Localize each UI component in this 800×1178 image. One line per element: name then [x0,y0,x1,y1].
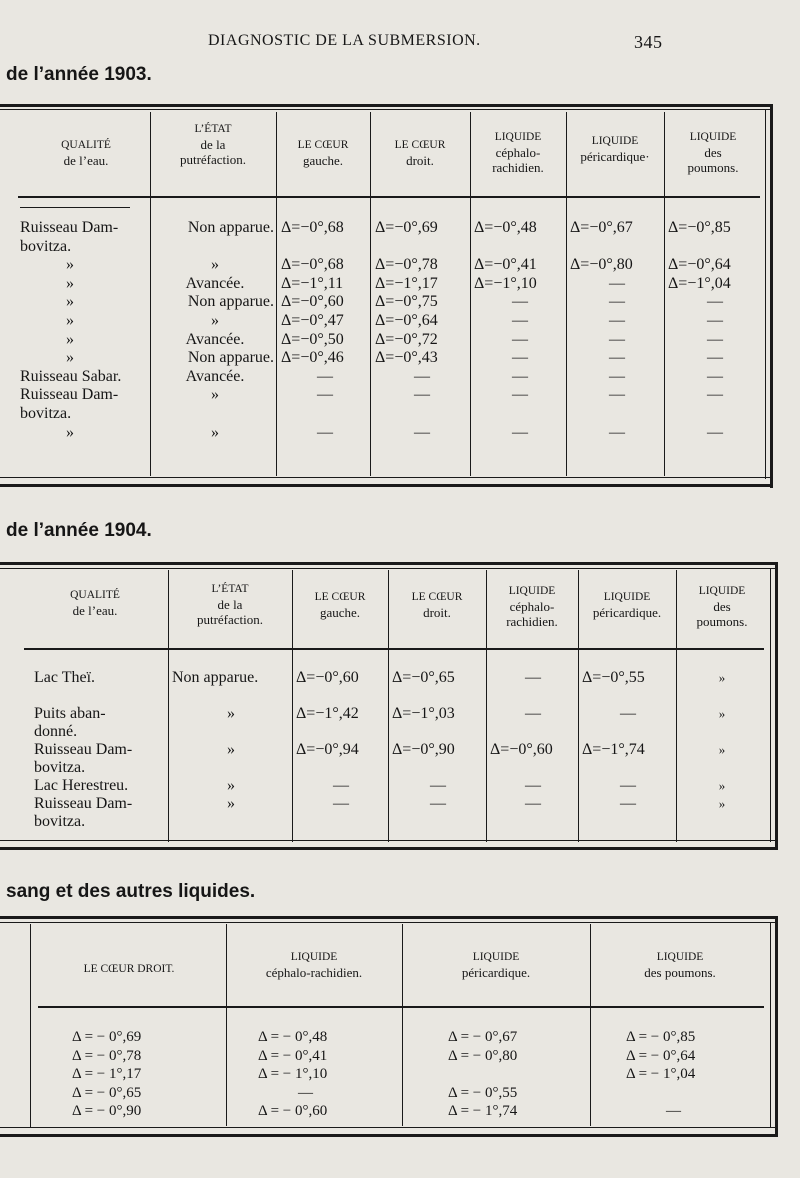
table-cell: Δ=−1°,74 [582,741,645,758]
col-sep [664,112,665,476]
table-cell: Δ=−0°,41 [474,256,537,274]
table-cell: » [66,423,74,441]
table-cell: — [525,669,541,686]
table-cell: — [609,293,625,311]
table-cell: Avancée. [185,367,245,385]
table-cell: Ruisseau Dam- [34,741,133,758]
table-cell: Δ = − 0°,55 [448,1084,518,1101]
table-cell: » [718,742,726,757]
table-cell: Δ = − 1°,04 [626,1066,696,1082]
table-cell: bovitza. [20,405,72,422]
col-header-poumons: LIQUIDE des poumons. [696,585,748,629]
table-cell: — [609,349,625,367]
table-cell: » [66,256,74,274]
table-cell: — [525,777,541,794]
table-right-border-inner [770,568,771,842]
table-cell: — [298,1084,313,1101]
header-rule [38,1006,764,1008]
table-cell: — [525,705,541,722]
table-right-border-inner [765,109,766,479]
table-cell: — [512,367,528,385]
table-cell: Non apparue. [172,669,259,686]
table-cell: — [609,274,625,292]
table-cell: Δ=−0°,64 [668,256,731,274]
table-cell: — [333,777,349,794]
table-cell: — [512,423,528,441]
table-bottom-rule-inner [0,1127,778,1128]
col-header-pericardique: LIQUIDE péricardique. [461,951,531,980]
table-cell: Δ=−0°,90 [392,741,455,758]
table-bottom-rule [0,1134,778,1137]
col-sep [578,570,579,842]
header-rule [18,196,760,198]
table-cell: Δ=−0°,60 [490,741,553,758]
table-cell: Δ=−1°,03 [392,705,455,722]
table-cell: — [707,330,723,348]
table-cell: Δ = − 0°,67 [448,1029,518,1045]
table-cell: — [620,777,636,794]
table-cell: Δ = − 1°,10 [258,1066,328,1082]
table-right-border-inner [770,922,771,1128]
col-sep [388,570,389,842]
table-cell: Δ=−0°,68 [281,219,344,236]
table-cell: Δ = − 0°,90 [72,1103,142,1119]
col-sep [370,112,371,476]
col-header-pericardique: LIQUIDE péricardique. [592,591,662,620]
col-header-qualite: QUALITÉ de l’eau. [70,589,120,618]
table-cell: Avancée. [185,330,245,348]
table-cell: — [430,795,446,812]
col-sep [486,570,487,842]
table-cell: donné. [34,723,78,740]
col-header-cephalo: LIQUIDE céphalo- rachidien. [492,131,544,175]
table-top-rule-inner [0,922,778,923]
table-cell: Δ = − 0°,60 [258,1103,328,1119]
table-right-border [775,916,778,1137]
table-bottom-rule [0,847,778,850]
page-number: 345 [634,32,663,52]
col-header-coeur-droit: LE CŒUR droit. [394,139,446,168]
table-cell: — [512,330,528,348]
table-cell: Δ=−1°,04 [668,274,731,292]
table-cell: — [333,795,349,812]
table-cell: » [227,777,235,794]
table-cell: — [414,423,430,441]
table-cell: Ruisseau Dam- [20,386,119,404]
table-cell: Δ=−0°,69 [375,219,438,236]
table-cell: Ruisseau Sabar. [20,367,122,385]
table-cell: bovitza. [34,813,86,830]
col-header-coeur-gauche: LE CŒUR gauche. [314,591,366,620]
table-cell: » [211,386,219,404]
table-cell: — [609,386,625,404]
col-header-etat: L’ÉTAT de la putréfaction. [196,583,264,627]
table-cell: Δ = − 0°,41 [258,1047,328,1064]
table-cell: » [227,795,235,812]
table-cell: Δ = − 0°,64 [626,1047,696,1064]
table-cell: — [609,367,625,385]
table-cell: — [414,386,430,404]
table-cell: Δ=−0°,48 [474,219,537,236]
section-heading-sang: sang et des autres liquides. [6,881,256,902]
table-cell: — [609,330,625,348]
table-cell: — [430,777,446,794]
table-cell: Avancée. [185,274,245,292]
table-cell: » [66,349,74,367]
table-cell: — [414,367,430,385]
table-cell: Δ = − 0°,65 [72,1084,142,1101]
col-sep [566,112,567,476]
table-bottom-rule-inner [0,477,773,478]
table-cell: Δ=−0°,50 [281,330,344,348]
table-left-border [30,924,31,1128]
table-cell: — [620,795,636,812]
table-cell: » [211,423,219,441]
col-sep [470,112,471,476]
table-cell: bovitza. [20,237,72,255]
col-header-cephalo: LIQUIDE céphalo- rachidien. [506,585,558,629]
table-cell: Non apparue. [187,293,274,311]
table-cell: Δ=−0°,46 [281,349,344,367]
table-cell: bovitza. [34,759,86,776]
col-sep [168,570,169,842]
table-cell: Ruisseau Dam- [20,219,119,236]
table-cell: Δ=−0°,47 [281,312,344,329]
table-cell: » [227,741,235,758]
table-cell: Δ=−0°,60 [296,669,359,686]
table-cell: Non apparue. [187,349,274,367]
section-heading-1904: de l’année 1904. [6,520,152,541]
col-header-coeur-droit: LE CŒUR droit. [411,591,463,620]
table-cell: — [317,423,333,441]
table-cell: — [317,367,333,385]
col-header-poumons: LIQUIDE des poumons. [687,131,739,175]
col-header-qualite: QUALITÉ de l’eau. [61,139,111,168]
table-cell: Δ=−0°,64 [375,312,438,329]
table-cell: Δ=−0°,85 [668,219,731,236]
table-cell: » [66,330,74,348]
table-cell: Δ=−0°,75 [375,293,438,311]
table-cell: Δ=−0°,67 [570,219,633,236]
running-header-title: DIAGNOSTIC DE LA SUBMERSION. [208,32,481,49]
table-cell: Non apparue. [187,219,274,236]
table-cell: — [707,367,723,385]
table-cell: » [718,706,726,721]
table-cell: — [707,293,723,311]
table-right-border [775,562,778,850]
table-cell: — [707,349,723,367]
table-cell: » [227,705,235,722]
table-cell: Δ=−0°,78 [375,256,438,274]
table-top-rule-inner [0,109,773,110]
table-cell: Lac Herestreu. [34,777,129,794]
col-sep [676,570,677,842]
table-cell: Δ = − 0°,69 [72,1029,142,1045]
table-top-rule [0,916,778,919]
col-header-coeur-droit: LE CŒUR DROIT. [83,963,175,975]
table-cell: — [512,293,528,311]
table-cell: Δ=−1°,10 [474,274,537,292]
table-cell: Δ = − 1°,17 [72,1066,142,1082]
col-sep [292,570,293,842]
table-bottom-rule [0,484,773,487]
table-cell: Δ = − 0°,80 [448,1047,518,1064]
table-cell: Δ=−0°,72 [375,330,438,348]
table-cell: » [66,312,74,329]
table-cell: — [609,312,625,329]
table-cell: — [707,423,723,441]
table-cell: Δ=−1°,42 [296,705,359,722]
table-bottom-rule-inner [0,840,778,841]
header-rule [24,648,764,650]
table-cell: — [512,312,528,329]
table-cell: » [718,796,726,811]
table-cell: Δ=−1°,11 [281,274,344,292]
table-cell: Δ=−0°,43 [375,349,438,367]
table-right-border [770,104,773,488]
table-cell: Δ=−0°,55 [582,669,645,686]
table-top-rule [0,562,778,565]
table-cell: — [317,386,333,404]
table-cell: » [718,778,726,793]
table-cell: Ruisseau Dam- [34,795,133,812]
rule [20,207,130,208]
table-cell: Puits aban- [34,705,106,722]
table-cell: — [620,705,636,722]
col-sep [226,924,227,1126]
col-header-poumons: LIQUIDE des poumons. [644,951,716,980]
col-sep [402,924,403,1126]
col-sep [276,112,277,476]
col-sep [590,924,591,1126]
table-top-rule-inner [0,568,778,569]
table-cell: Δ=−0°,94 [296,741,359,758]
col-header-pericardique: LIQUIDE péricardique· [580,135,650,164]
col-header-etat: L’ÉTAT de la putréfaction. [179,123,247,167]
table-cell: » [211,256,219,274]
table-cell: Lac Theï. [34,669,96,686]
table-cell: Δ=−0°,65 [392,669,455,686]
table-cell: — [707,312,723,329]
table-cell: » [718,670,726,685]
table-cell: Δ = − 1°,74 [448,1103,518,1119]
table-cell: Δ=−1°,17 [375,274,438,292]
table-cell: » [66,293,74,311]
table-top-rule [0,104,773,107]
table-cell: Δ = − 0°,48 [258,1029,328,1045]
col-header-coeur-gauche: LE CŒUR gauche. [297,139,349,168]
table-cell: » [66,274,74,292]
section-heading-1903: de l’année 1903. [6,64,152,85]
col-header-cephalo: LIQUIDE céphalo-rachidien. [265,951,363,980]
col-sep [150,112,151,476]
table-cell: — [525,795,541,812]
table-cell: Δ = − 0°,78 [72,1047,142,1064]
table-cell: Δ=−0°,68 [281,256,344,274]
table-cell: — [609,423,625,441]
table-cell: » [211,312,219,329]
table-cell: Δ=−0°,80 [570,256,633,274]
table-cell: — [512,349,528,367]
table-cell: — [512,386,528,404]
table-cell: Δ = − 0°,85 [626,1029,696,1045]
table-cell: — [666,1103,681,1119]
table-cell: Δ=−0°,60 [281,293,344,311]
table-cell: — [707,386,723,404]
